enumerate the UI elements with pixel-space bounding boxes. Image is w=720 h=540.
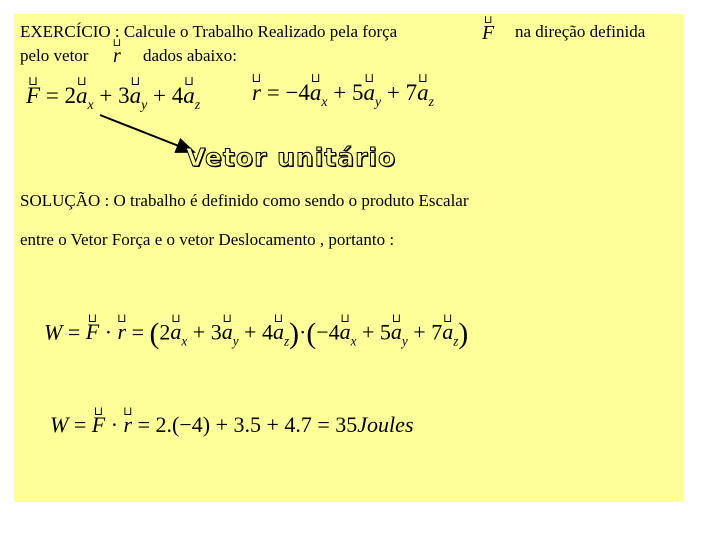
statement-line2-start: pelo vetor: [20, 46, 89, 65]
displacement-vector-equation: ⊔ r = −4⊔ $a_x$ + 5⊔ $a_y$ + 7⊔ $a_z$: [252, 80, 434, 110]
solution-line2: entre o Vetor Força e o vetor Deslocamento , portanto :: [20, 230, 395, 249]
statement-line1-end: na direção definida: [515, 22, 646, 41]
unit-vector-callout: Vetor unitário: [186, 143, 397, 172]
force-vector-equation: ⊔ F = 2⊔ $a_x$ + 3⊔ $a_y$ + 4⊔ $a_z$: [26, 83, 200, 113]
solution-line1: SOLUÇÃO : O trabalho é definido como sendo o produto Escalar: [20, 191, 469, 210]
work-dot-product-equation: W = ⊔ F · ⊔ r = (2⊔ $a_x$ + 3⊔ $a_y$ + 4⊔ $a_z)\cdot(-4⊔$ $a_x$ + 5⊔ $a_y$ + 7⊔ $a_z$): [44, 318, 468, 351]
statement-line1-text: EXERCÍCIO : Calcule o Trabalho Realizado pela força: [20, 22, 398, 41]
displacement-symbol: ⊔ r: [113, 45, 121, 68]
work-result-equation: W = ⊔ F · ⊔ r = 2.(−4) + 3.5 + 4.7 = 35Joules: [50, 412, 414, 438]
force-symbol: ⊔ F: [482, 22, 494, 45]
statement-line2-end: dados abaixo:: [143, 46, 237, 65]
